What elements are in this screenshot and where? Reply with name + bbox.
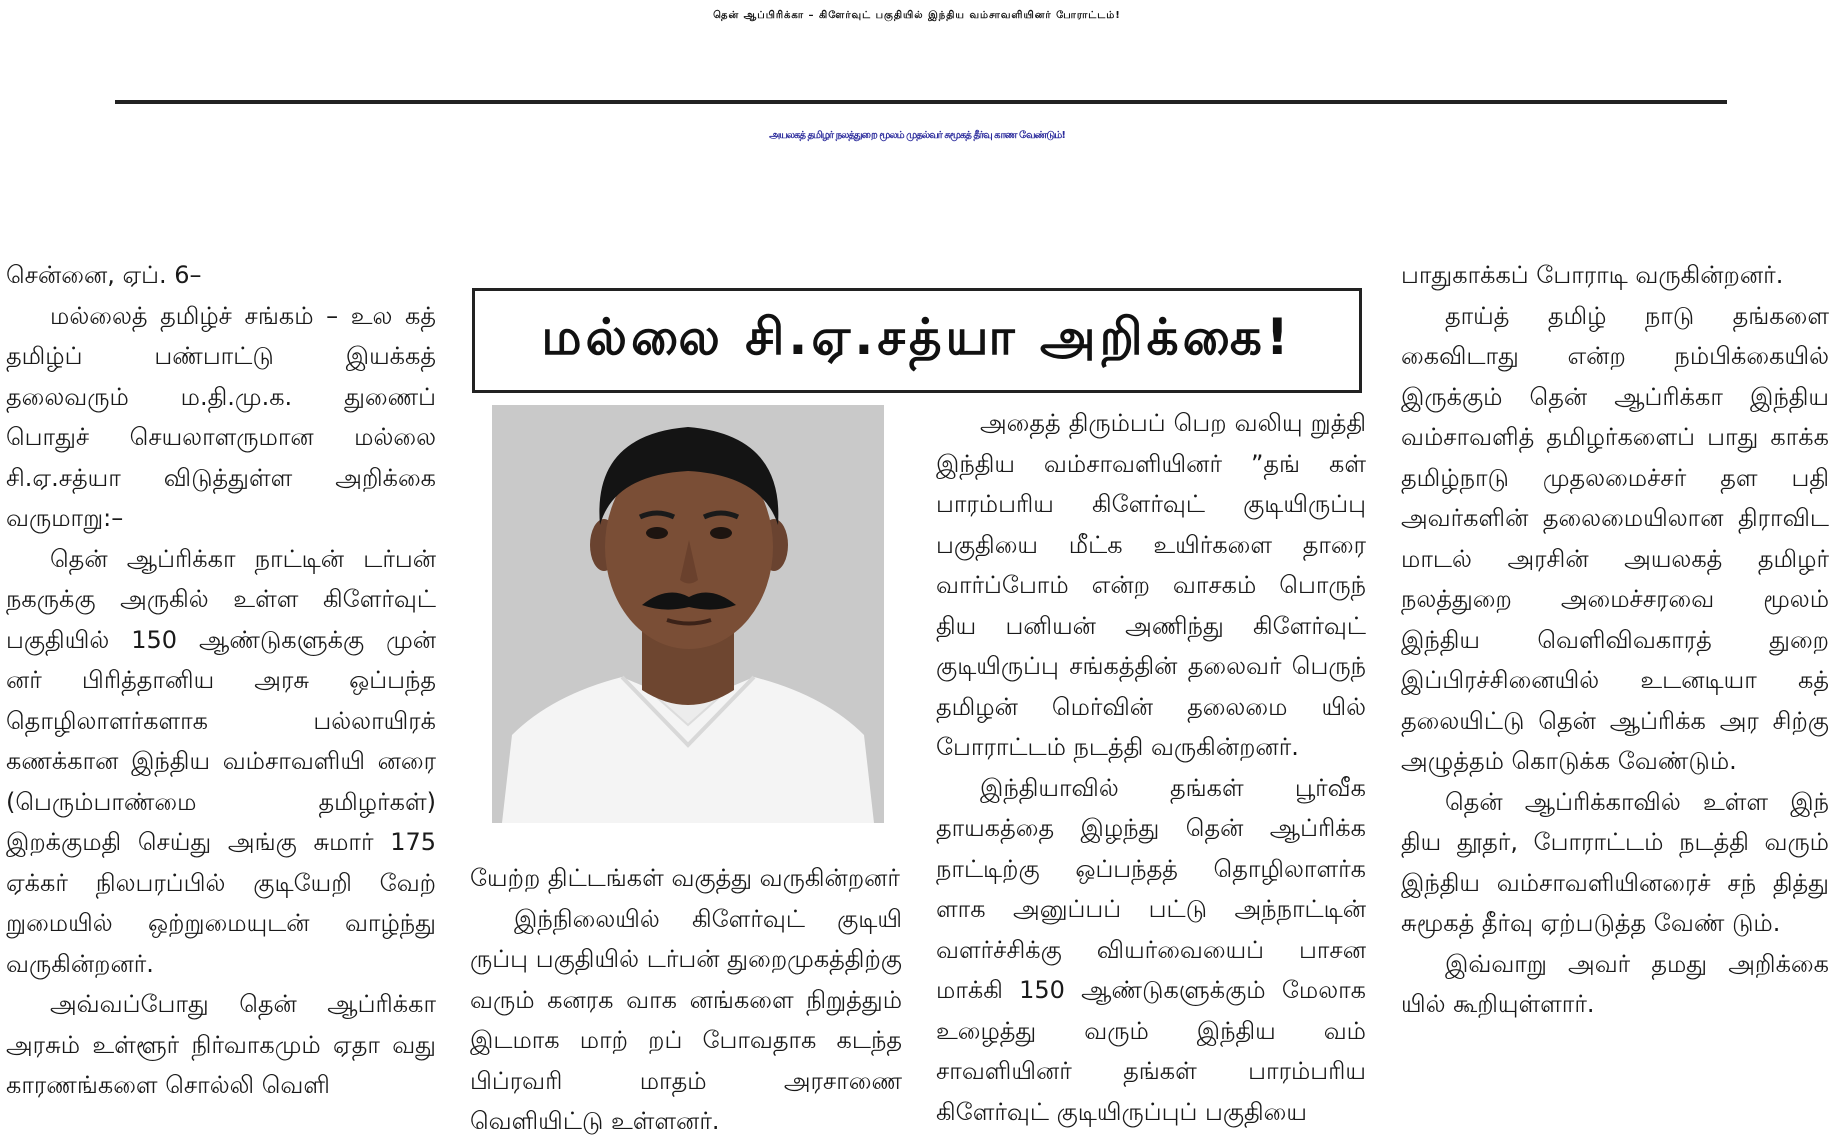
- portrait-illustration: [492, 405, 884, 823]
- column-1: [6, 255, 436, 1106]
- paragraph: மல்லைத் தமிழ்ச் சங்கம் – உல கத் தமிழ்ப் பண்பாட்டு இயக்கத் தலைவரும் ம.தி.மு.க. துணைப் பொதுச் செயலாளருமான மல்லை சி.ஏ.சத்யா விடுத்துள்ள அறிக்கை வருமாறு:–: [6, 301, 436, 532]
- boxed-title-text: மல்லை சி.ஏ.சத்யா அறிக்கை!: [541, 308, 1293, 366]
- dateline: சென்னை, ஏப். 6–: [6, 261, 202, 289]
- column-2-text: [470, 858, 902, 1142]
- headline-rule: [115, 100, 1727, 104]
- paragraph: பாதுகாக்கப் போராடி வருகின்றனர்.: [1401, 261, 1784, 289]
- paragraph: இந்நிலையில் கிளேர்வுட் குடியி ருப்பு பகுதியில் டர்பன் துறைமுகத்திற்கு வரும் கனரக வாக னங்களை நிறுத்தும் இடமாக மாற் றப் போவதாக கடந்த பிப்ரவரி மாதம் அரசாணை வெளியிட்டு உள்ளனர்.: [470, 904, 902, 1135]
- paragraph: தாய்த் தமிழ் நாடு தங்களை கைவிடாது என்ற நம்பிக்கையில் இருக்கும் தென் ஆப்ரிக்கா இந்திய வம்சாவளித் தமிழர்களைப் பாது காக்க தமிழ்நாடு முதலமைச்சர் தள பதி அவர்களின் தலைமையிலான திராவிட மாடல் அரசின் அயலகத் தமிழர் நலத்துறை அமைச்சரவை மூலம் இந்திய வெளிவிவகாரத் துறை இப்பிரச்சினையில் உடனடியா கத் தலையிட்டு தென் ஆப்ரிக்க அர சிற்கு அழுத்தம் கொடுக்க வேண்டும்.: [1401, 301, 1829, 775]
- boxed-title: [472, 288, 1362, 393]
- paragraph: இந்தியாவில் தங்கள் பூர்வீக தாயகத்தை இழந்து தென் ஆப்ரிக்க நாட்டிற்கு ஒப்பந்தத் தொழிலாளர்க ளாக அனுப்பப் பட்டு அந்நாட்டின் வளர்ச்சிக்கு வியர்வையைப் பாசன மாக்கி 150 ஆண்டுகளுக்கும் மேலாக உழைத்து வரும் இந்திய வம் சாவளியினர் தங்கள் பாரம்பரிய கிளேர்வுட் குடியிருப்புப் பகுதியை: [936, 773, 1366, 1126]
- kicker-headline: தென் ஆப்பிரிக்கா – கிளேர்வுட் பகுதியில் இந்திய வம்சாவளியினர் போராட்டம்!: [713, 10, 1121, 21]
- column-4: [1401, 255, 1829, 1025]
- paragraph: தென் ஆப்ரிக்கா நாட்டின் டர்பன் நகருக்கு அருகில் உள்ள கிளேர்வுட் பகுதியில் 150 ஆண்டுகளுக்கு முன் னர் பிரித்தானிய அரசு ஒப்பந்த தொழிலாளர்களாக பல்லாயிரக் கணக்கான இந்திய வம்சாவளியி னரை (பெரும்பாண்மை தமிழர்கள்) இறக்குமதி செய்து அங்கு சுமார் 175 ஏக்கர் நிலபரப்பில் குடியேறி வேற் றுமையில் ஒற்றுமையுடன் வாழ்ந்து வருகின்றனர்.: [6, 544, 436, 978]
- paragraph: தென் ஆப்ரிக்காவில் உள்ள இந் திய தூதர், போராட்டம் நடத்தி வரும் இந்திய வம்சாவளியினரைச் சந் தித்து சுமூகத் தீர்வு ஏற்படுத்த வேண் டும்.: [1401, 787, 1829, 937]
- portrait-photo: [492, 405, 884, 823]
- paragraph: அதைத் திரும்பப் பெற வலியு றுத்தி இந்திய வம்சாவளியினர் ”தங் கள் பாரம்பரிய கிளேர்வுட் குடியிருப்பு பகுதியை மீட்க உயிர்களை தாரை வார்ப்போம் என்ற வாசகம் பொருந் திய பனியன் அணிந்து கிளேர்வுட் குடியிருப்பு சங்கத்தின் தலைவர் பெருந் தமிழன் மெர்வின் தலைமை யில் போராட்டம் நடத்தி வருகின்றனர்.: [936, 409, 1366, 761]
- paragraph: இவ்வாறு அவர் தமது அறிக்கை யில் கூறியுள்ளார்.: [1401, 949, 1829, 1018]
- paragraph: யேற்ற திட்டங்கள் வகுத்து வருகின்றனர்: [470, 864, 900, 892]
- paragraph: அவ்வப்போது தென் ஆப்ரிக்கா அரசும் உள்ளூர் நிர்வாகமும் ஏதா வது காரணங்களை சொல்லி வெளி: [6, 990, 436, 1099]
- column-3: [936, 403, 1366, 1132]
- main-headline: அயலகத் தமிழர் நலத்துறை மூலம் முதல்வர் சுமூகத் தீர்வு காண வேண்டும்!: [769, 130, 1065, 141]
